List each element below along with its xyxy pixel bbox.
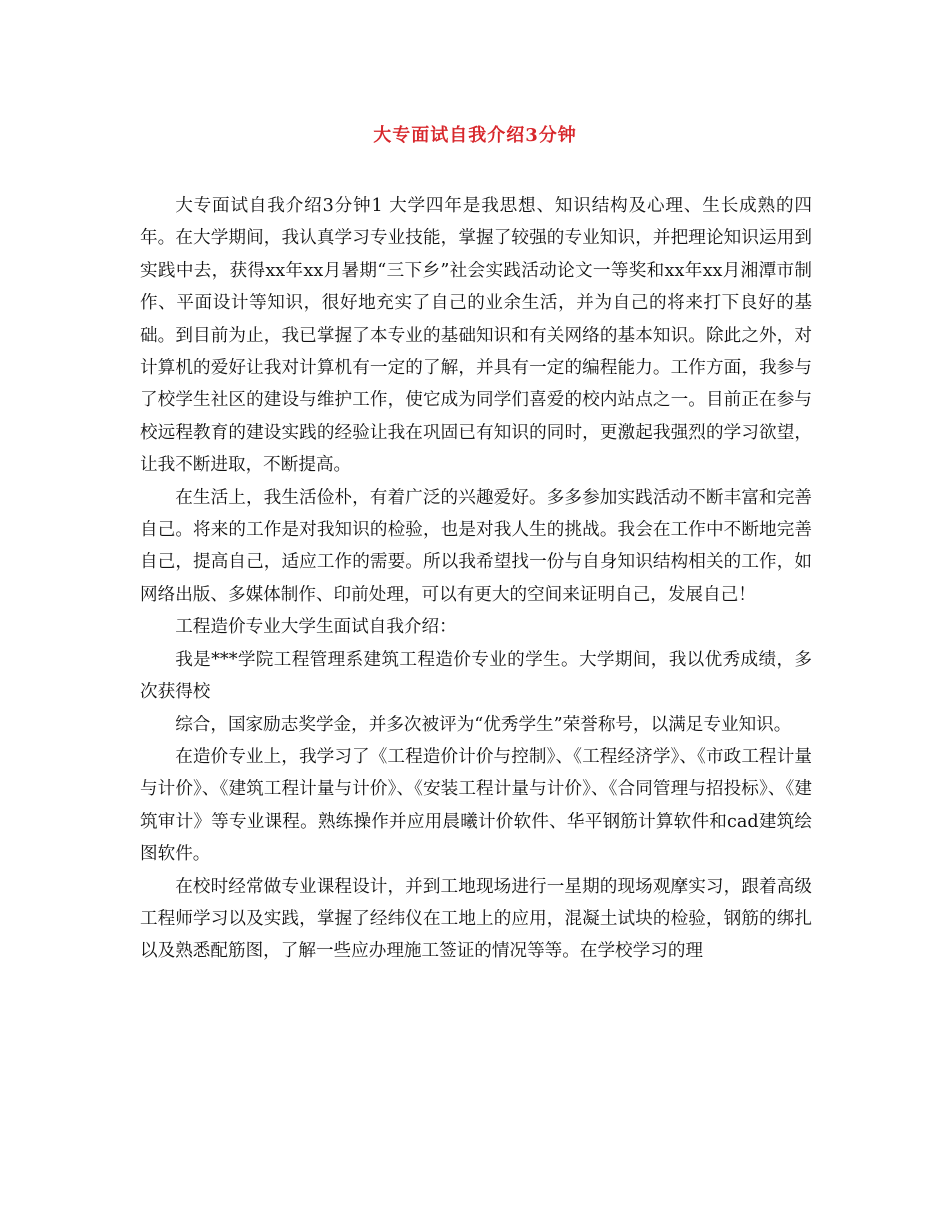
paragraph: 工程造价专业大学生面试自我介绍： (175, 617, 457, 638)
document-title: 大专面试自我介绍3分钟 (373, 125, 577, 146)
paragraph: 在校时经常做专业课程设计，并到工地现场进行一星期的现场观摩实习，跟着高级工程师学习以及实践，掌握了经纬仪在工地上的应用，混凝土试块的检验，钢筋的绑扎以及熟悉配筋图，了解一些应办理施工签证的情况等等。在学校学习的理 (140, 876, 812, 962)
paragraph: 综合，国家励志奖学金，并多次被评为“优秀学生”荣誉称号，以满足专业知识。 (175, 714, 792, 735)
paragraph: 在造价专业上，我学习了《工程造价计价与控制》、《工程经济学》、《市政工程计量与计价》、《建筑工程计量与计价》、《安装工程计量与计价》、《合同管理与招投标》、《建筑审计》等专业课程。熟练操作并应用晨曦计价软件、华平钢筋计算软件和cad建筑绘图软件。 (140, 746, 812, 865)
paragraph: 大专面试自我介绍3分钟1 大学四年是我思想、知识结构及心理、生长成熟的四年。在大学期间，我认真学习专业技能，掌握了较强的专业知识，并把理论知识运用到实践中去，获得xx年xx月暑期“三下乡”社会实践活动论文一等奖和xx年xx月湘潭市制作、平面设计等知识，很好地充实了自己的业余生活，并为自己的将来打下良好的基础。到目前为止，我已掌握了本专业的基础知识和有关网络的基本知识。除此之外，对计算机的爱好让我对计算机有一定的了解，并具有一定的编程能力。工作方面，我参与了校学生社区的建设与维护工作，使它成为同学们喜爱的校内站点之一。目前正在参与校远程教育的建设实践的经验让我在巩固已有知识的同时，更激起我强烈的学习欲望，让我不断进取，不断提高。 (140, 196, 812, 476)
paragraph: 我是***学院工程管理系建筑工程造价专业的学生。大学期间，我以优秀成绩，多次获得校 (140, 649, 812, 703)
paragraph: 在生活上，我生活俭朴，有着广泛的兴趣爱好。多多参加实践活动不断丰富和完善自己。将来的工作是对我知识的检验，也是对我人生的挑战。我会在工作中不断地完善自己，提高自己，适应工作的需要。所以我希望找一份与自身知识结构相关的工作，如网络出版、多媒体制作、印前处理，可以有更大的空间来证明自己，发展自己！ (140, 487, 812, 605)
document-body (140, 190, 812, 968)
